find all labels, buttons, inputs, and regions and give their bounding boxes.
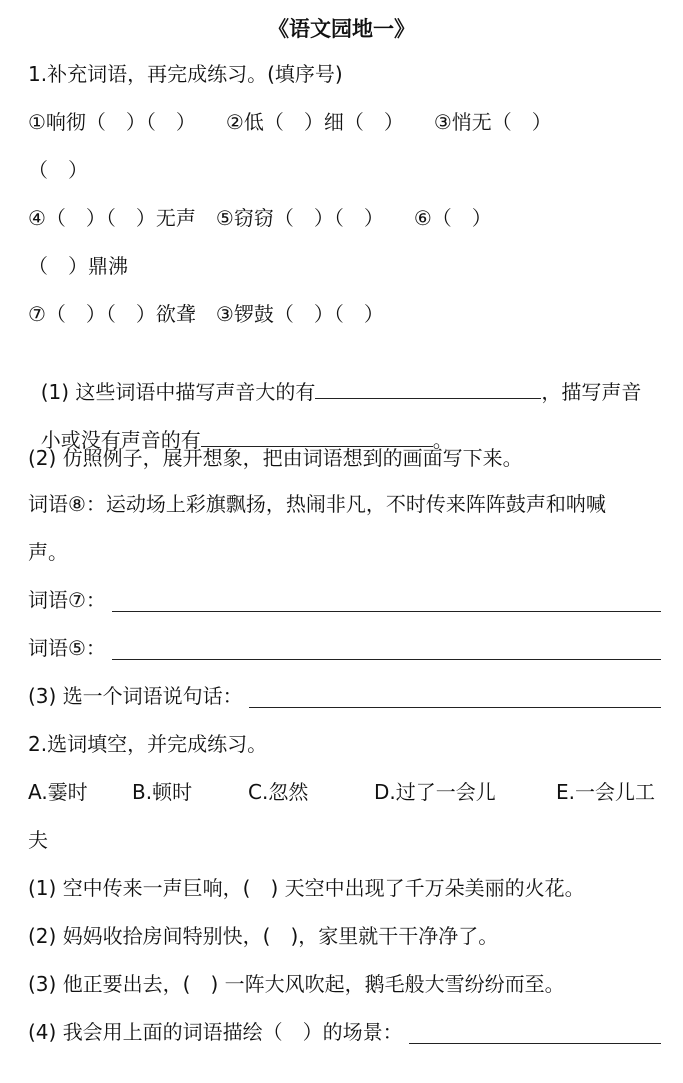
q1-row-1-continued: （ ） xyxy=(28,158,88,182)
q1-sub1-text-d: 。 xyxy=(432,428,453,452)
q2-heading: 2.选词填空，并完成练习。 xyxy=(28,732,268,756)
word5-answer-line[interactable] xyxy=(112,637,661,660)
q1-heading: 1.补充词语，再完成练习。(填序号) xyxy=(28,62,343,86)
sentence-label: (3) 选一个词语说句话： xyxy=(28,684,243,708)
q2-sentence-2: (2) 妈妈收拾房间特别快，( )，家里就干干净净了。 xyxy=(28,924,499,948)
sentence-row xyxy=(28,682,661,710)
q1-sub2: (2) 仿照例子，展开想象，把由词语想到的画面写下来。 xyxy=(28,446,523,470)
word7-row xyxy=(28,586,661,614)
word7-answer-line[interactable] xyxy=(112,589,661,612)
q2-sentence-4-row xyxy=(28,1018,661,1046)
word5-row xyxy=(28,634,661,662)
q2-sentence-4-answer-line[interactable] xyxy=(409,1021,661,1044)
sentence-answer-line[interactable] xyxy=(249,685,661,708)
q2-sentence-4: (4) 我会用上面的词语描绘（ ）的场景： xyxy=(28,1020,403,1044)
option-c: C.忽然 xyxy=(248,780,309,804)
example-line-2: 声。 xyxy=(28,540,68,564)
worksheet-title: 《语文园地一》 xyxy=(268,17,415,41)
q2-options-continued: 夫 xyxy=(28,828,48,852)
option-d: D.过了一会儿 xyxy=(374,780,496,804)
q1-row-2-continued: （ ）鼎沸 xyxy=(28,254,128,278)
q1-row-3: ⑦（ ）（ ）欲聋 ③锣鼓（ ）（ ） xyxy=(28,302,384,326)
q1-sub1-text-b: ，描写声音 xyxy=(541,380,642,404)
word5-label: 词语⑤： xyxy=(28,636,106,660)
example-line-1: 词语⑧：运动场上彩旗飘扬，热闹非凡，不时传来阵阵鼓声和呐喊 xyxy=(28,492,606,516)
q2-sentence-1: (1) 空中传来一声巨响，( ) 天空中出现了千万朵美丽的火花。 xyxy=(28,876,585,900)
word7-label: 词语⑦： xyxy=(28,588,106,612)
option-e: E.一会儿工 xyxy=(556,780,655,804)
q1-sub1-text-c: 小或没有声音的有 xyxy=(40,428,201,452)
option-a: A.霎时 xyxy=(28,780,88,804)
q1-row-1: ①响彻（ ）（ ） ②低（ ）细（ ） ③悄无（ ） xyxy=(28,110,552,134)
q2-options xyxy=(28,778,668,806)
q1-sub1-text-a: (1) 这些词语中描写声音大的有 xyxy=(40,380,316,404)
q2-sentence-3: (3) 他正要出去，( ) 一阵大风吹起，鹅毛般大雪纷纷而至。 xyxy=(28,972,565,996)
q1-row-2: ④（ ）（ ）无声 ⑤窃窃（ ）（ ） ⑥（ ） xyxy=(28,206,492,230)
option-b: B.顿时 xyxy=(132,780,193,804)
